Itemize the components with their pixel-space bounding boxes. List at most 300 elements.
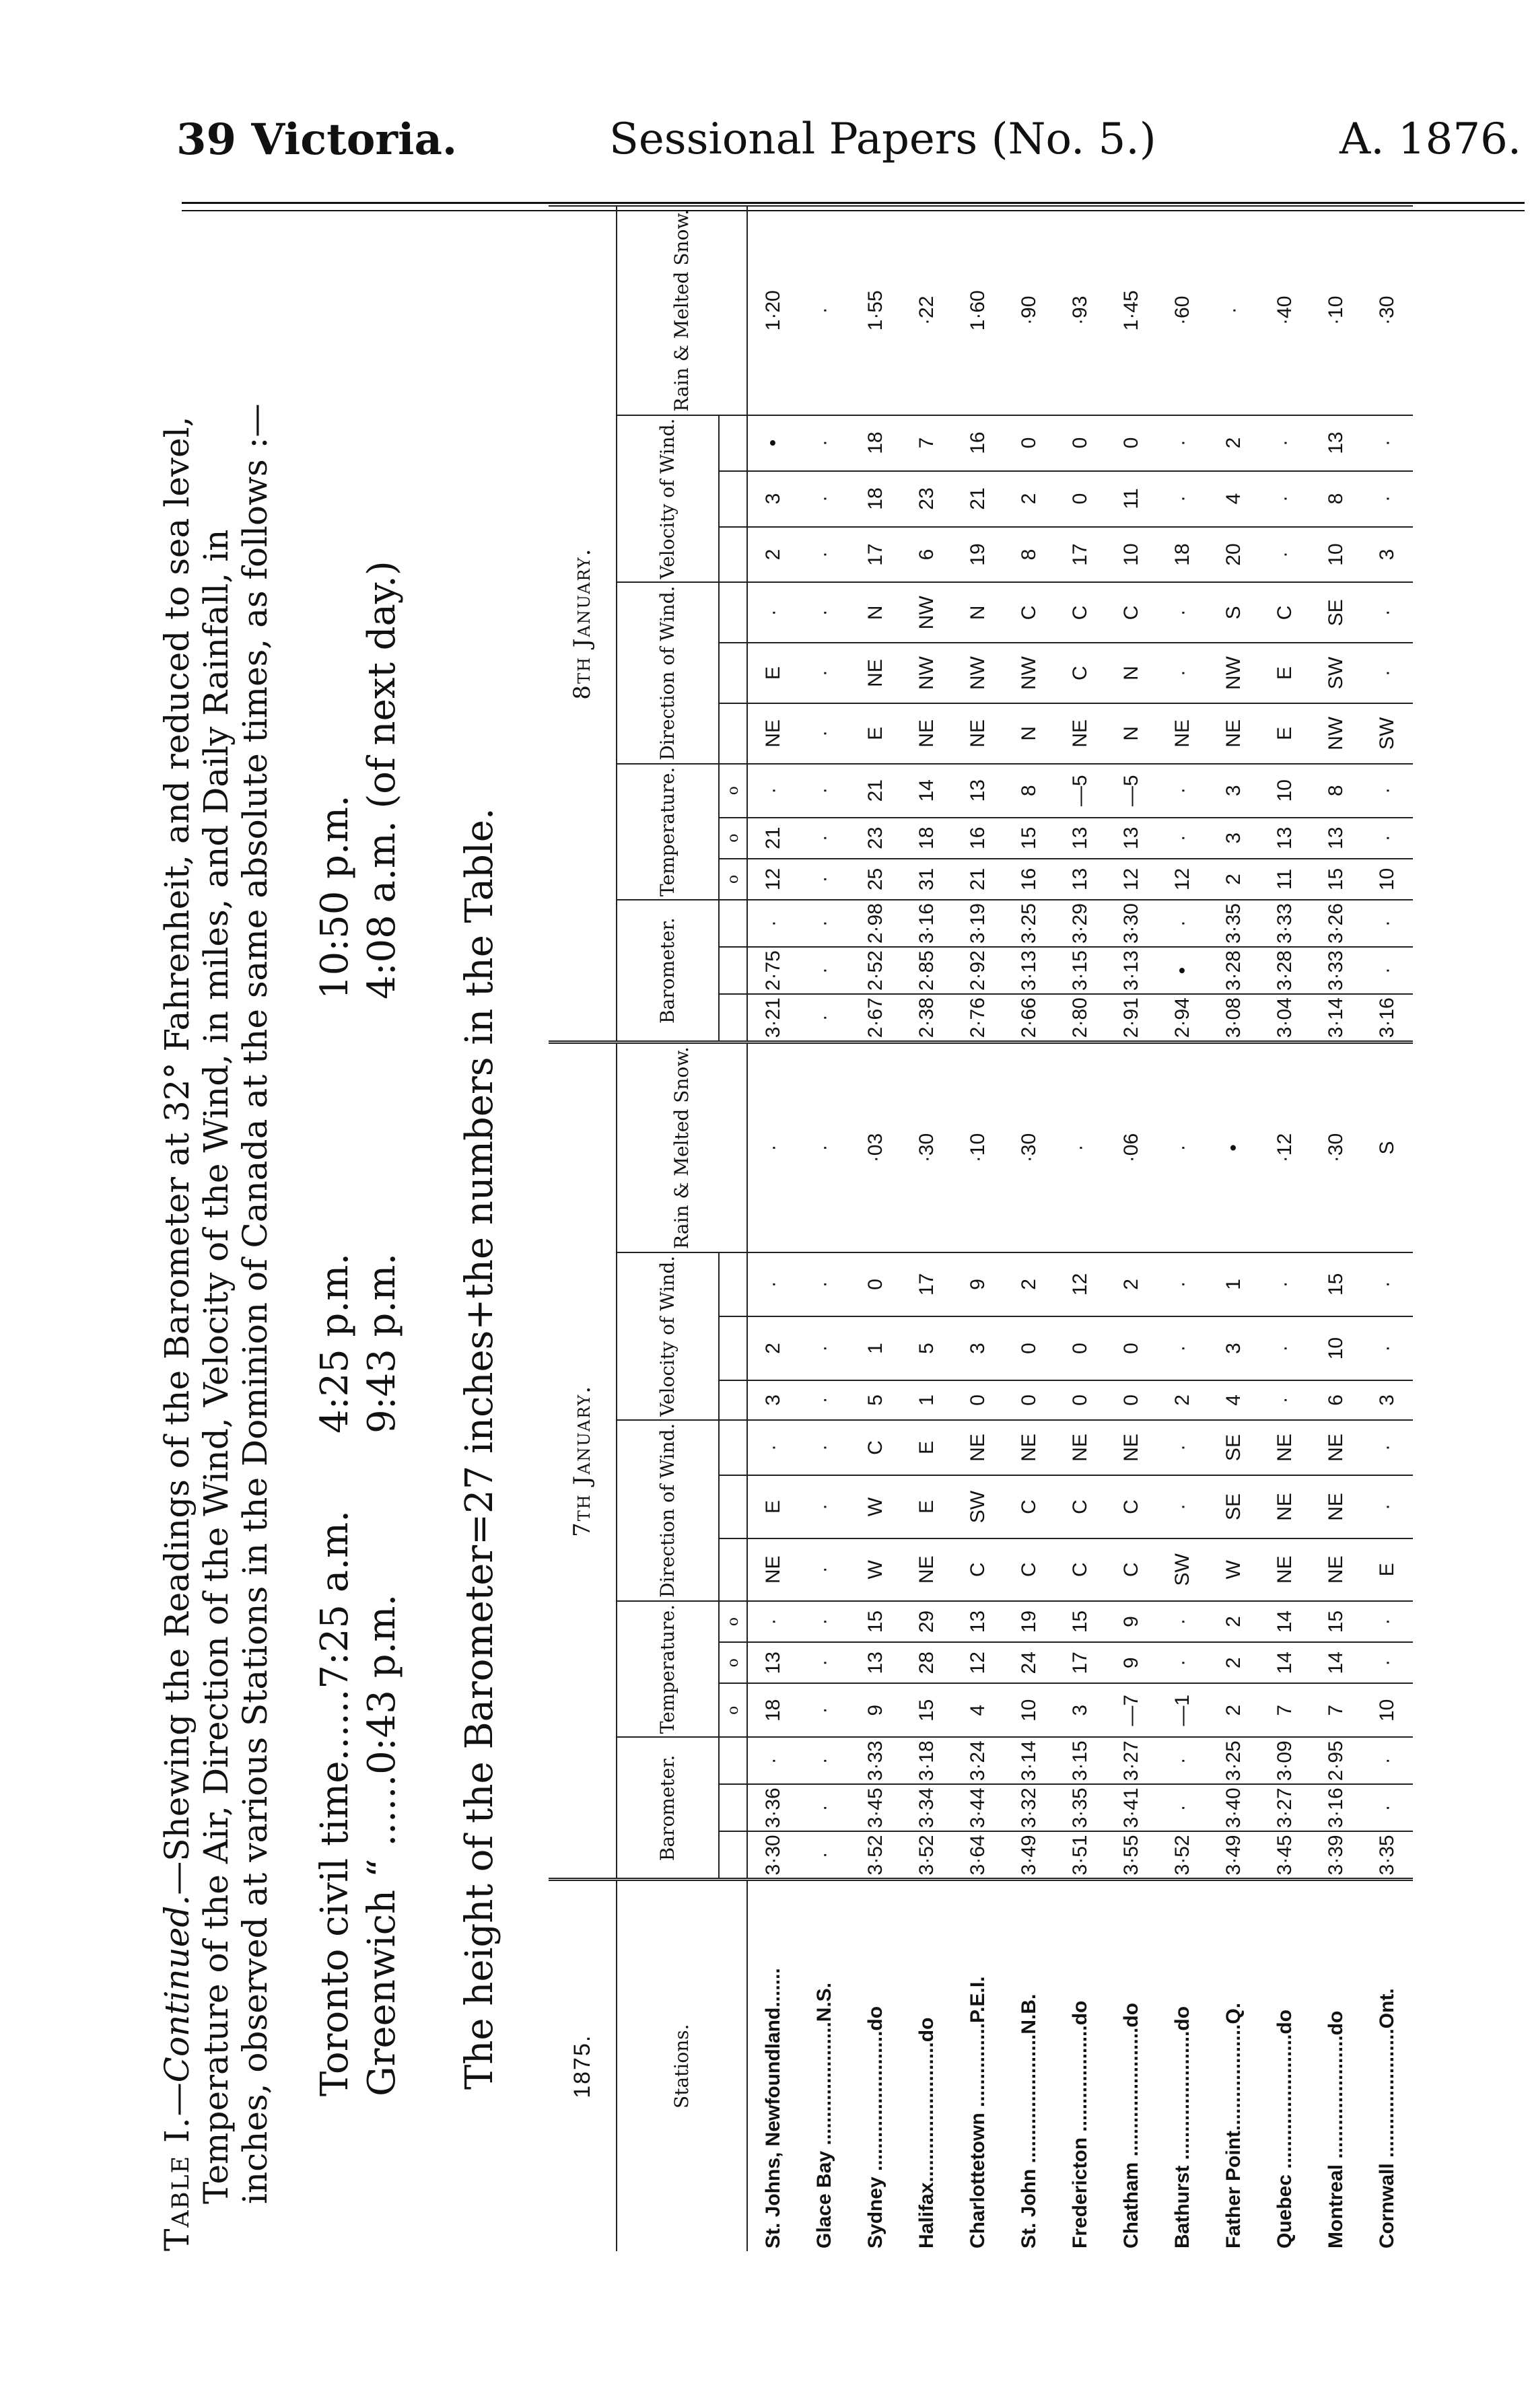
day1-cell: 5	[850, 1380, 901, 1420]
day2-barometer-header: Barometer.	[617, 900, 719, 1042]
day2-cell: NE	[901, 703, 952, 764]
day2-cell: 2·76	[952, 994, 1004, 1042]
day1-cell: C	[1106, 1475, 1157, 1538]
day1-cell: 3·33	[850, 1737, 901, 1784]
day2-cell: NE	[1157, 703, 1208, 764]
day1-cell: 17	[1055, 1642, 1106, 1683]
day2-cell: 3·14	[1311, 994, 1362, 1042]
day1-cell: 13	[850, 1642, 901, 1683]
day2-cell: ·	[1259, 527, 1311, 583]
day1-cell: 19	[1004, 1601, 1055, 1642]
day2-cell: N	[1004, 703, 1055, 764]
day1-cell: 9	[1106, 1601, 1157, 1642]
day1-cell: 3·41	[1106, 1784, 1157, 1831]
day1-cell: 15	[1055, 1601, 1106, 1642]
day2-cell: E	[747, 643, 799, 703]
day2-cell: 21	[952, 859, 1004, 900]
day1-cell: 3	[1208, 1316, 1259, 1380]
day1-cell: —7	[1106, 1683, 1157, 1737]
day2-cell: ·	[747, 900, 799, 947]
day2-cell: 1·45	[1106, 206, 1157, 415]
day1-cell: 28	[901, 1642, 952, 1683]
day2-cell: 11	[1259, 859, 1311, 900]
day2-cell: ·	[1362, 471, 1413, 527]
day2-cell: ·	[1157, 643, 1208, 703]
day2-cell: NW	[1208, 643, 1259, 703]
day2-cell: ·	[1362, 764, 1413, 818]
day1-cell: 0	[850, 1252, 901, 1316]
day2-cell: 20	[1208, 527, 1259, 583]
day1-cell: ·	[799, 1683, 850, 1737]
day1-cell: ·	[1157, 1784, 1208, 1831]
day1-cell: 3·24	[952, 1737, 1004, 1784]
spacer	[719, 1380, 747, 1420]
day2-cell: 11	[1106, 471, 1157, 527]
day2-cell: ·	[1157, 764, 1208, 818]
day1-cell: 2	[1208, 1642, 1259, 1683]
day2-cell: 3·21	[747, 994, 799, 1042]
day1-cell: 3·09	[1259, 1737, 1311, 1784]
day1-cell: 3·45	[1259, 1831, 1311, 1880]
day2-cell: 3	[747, 471, 799, 527]
table-row	[799, 206, 850, 2251]
day1-cell: 3·52	[850, 1831, 901, 1880]
day1-cell: ·	[799, 1252, 850, 1316]
day2-cell: 3	[1208, 764, 1259, 818]
station-name: St. John .......................N.B.	[1004, 1880, 1055, 2251]
day2-cell: 3·29	[1055, 900, 1106, 947]
table-row	[850, 206, 901, 2251]
day2-cell: 3·13	[1106, 947, 1157, 994]
day2-cell: 2·75	[747, 947, 799, 994]
day1-cell: S	[1362, 1042, 1413, 1252]
day2-cell: 3·13	[1004, 947, 1055, 994]
day2-cell: 0	[1004, 415, 1055, 471]
day2-cell: NE	[747, 703, 799, 764]
day2-cell: ·30	[1362, 206, 1413, 415]
day1-cell: 3·35	[1055, 1784, 1106, 1831]
day1-cell: SE	[1208, 1420, 1259, 1476]
day1-cell: E	[901, 1420, 952, 1476]
day2-cell: ·	[799, 859, 850, 900]
day2-cell: ·	[799, 764, 850, 818]
day1-cell: C	[1055, 1538, 1106, 1601]
spacer	[719, 994, 747, 1042]
day1-cell: 3·35	[1362, 1831, 1413, 1880]
day1-cell: ·	[799, 1601, 850, 1642]
spacer	[719, 703, 747, 764]
day2-cell: 19	[952, 527, 1004, 583]
day2-cell: 23	[850, 818, 901, 859]
day2-cell: ·	[799, 415, 850, 471]
day1-cell: 3·52	[1157, 1831, 1208, 1880]
day2-header: 8th January.	[549, 206, 617, 1042]
day1-cell: 24	[1004, 1642, 1055, 1683]
day2-cell: NW	[1004, 643, 1055, 703]
day2-cell: 3	[1208, 818, 1259, 859]
day2-cell: NW	[901, 582, 952, 643]
day2-cell: •	[747, 415, 799, 471]
day1-cell: ·	[1157, 1316, 1208, 1380]
day2-cell: ·	[799, 582, 850, 643]
day1-cell: NE	[1311, 1475, 1362, 1538]
day1-cell: 3·34	[901, 1784, 952, 1831]
day1-cell: 3·49	[1004, 1831, 1055, 1880]
day1-cell: 3·14	[1004, 1737, 1055, 1784]
spacer	[719, 1737, 747, 1784]
day1-cell: ·30	[1004, 1042, 1055, 1252]
station-name: Halifax.........................do	[901, 1880, 952, 2251]
day2-cell: E	[1259, 643, 1311, 703]
spacer	[719, 643, 747, 703]
day2-cell: NE	[850, 643, 901, 703]
page-header-title: Sessional Papers (No. 5.)	[609, 114, 1156, 164]
day2-cell: 23	[901, 471, 952, 527]
day2-cell: 13	[952, 764, 1004, 818]
day2-cell: 2·91	[1106, 994, 1157, 1042]
day1-cell: W	[850, 1538, 901, 1601]
day1-cell: 13	[952, 1601, 1004, 1642]
day2-cell: 2·67	[850, 994, 901, 1042]
day1-cell: 4	[1208, 1380, 1259, 1420]
day2-cell: ·	[747, 582, 799, 643]
day2-cell: ·	[1157, 471, 1208, 527]
day1-cell: ·	[1259, 1380, 1311, 1420]
day2-cell: 18	[850, 415, 901, 471]
day2-cell: N	[1106, 643, 1157, 703]
day2-cell: 12	[1106, 859, 1157, 900]
day1-cell: C	[1055, 1475, 1106, 1538]
day2-cell: ·	[1157, 415, 1208, 471]
day2-cell: ·40	[1259, 206, 1311, 415]
day2-cell: 15	[1311, 859, 1362, 900]
day1-cell: 15	[1311, 1252, 1362, 1316]
spacer	[719, 415, 747, 471]
station-name: Chatham .......................do	[1106, 1880, 1157, 2251]
greenwich-time-3: 4:08 a.m. (of next day.)	[360, 561, 404, 999]
day2-cell: 2	[1208, 859, 1259, 900]
day1-cell: ·	[1362, 1784, 1413, 1831]
day1-cell: 2	[747, 1316, 799, 1380]
day2-cell: NW	[901, 643, 952, 703]
day1-cell: ·	[799, 1538, 850, 1601]
table-title-continued: —Continued.	[158, 1894, 197, 2117]
day1-cell: 1	[901, 1380, 952, 1420]
stations-header: Stations.	[617, 1880, 747, 2251]
day1-cell: 14	[1259, 1642, 1311, 1683]
day1-cell: 3·49	[1208, 1831, 1259, 1880]
day1-cell: •	[1208, 1042, 1259, 1252]
day2-cell: 21	[850, 764, 901, 818]
day2-cell: 2·66	[1004, 994, 1055, 1042]
day1-cell: 3·16	[1311, 1784, 1362, 1831]
day2-cell: 2·38	[901, 994, 952, 1042]
day2-cell: ·93	[1055, 206, 1106, 415]
day1-cell: 3	[1362, 1380, 1413, 1420]
day2-cell: 8	[1004, 527, 1055, 583]
observations-body	[747, 206, 1413, 2251]
day1-cell: 0	[1106, 1316, 1157, 1380]
day1-cell: 0	[952, 1380, 1004, 1420]
day1-cell: 3·39	[1311, 1831, 1362, 1880]
caption-line-3: inches, observed at various Stations in the Dominion of Canada at the same absolute times, as follows :—	[236, 403, 275, 2204]
day2-cell: ·	[799, 471, 850, 527]
day2-cell: ·	[1259, 471, 1311, 527]
day1-cell: ·	[1157, 1601, 1208, 1642]
day2-cell: 3·33	[1311, 947, 1362, 994]
day2-cell: C	[1004, 582, 1055, 643]
day1-cell: ·	[799, 1380, 850, 1420]
day1-cell: W	[850, 1475, 901, 1538]
day2-cell: 3·15	[1055, 947, 1106, 994]
day2-cell: N	[1106, 703, 1157, 764]
day2-cell: 21	[952, 471, 1004, 527]
day2-cell: 10	[1106, 527, 1157, 583]
header-rule-top	[182, 202, 1525, 204]
day1-cell: ·	[799, 1042, 850, 1252]
day2-cell: 4	[1208, 471, 1259, 527]
day1-cell: ·	[1362, 1420, 1413, 1476]
day1-cell: 17	[901, 1252, 952, 1316]
day1-cell: 7	[1311, 1683, 1362, 1737]
day2-cell: 3	[1362, 527, 1413, 583]
day1-cell: ·06	[1106, 1042, 1157, 1252]
day1-direction-header: Direction of Wind.	[617, 1420, 719, 1601]
day1-cell: 3·30	[747, 1831, 799, 1880]
day2-cell: NW	[1311, 703, 1362, 764]
day1-cell: C	[1004, 1538, 1055, 1601]
table-row	[1362, 206, 1413, 2251]
toronto-time-label: Toronto civil time......7:25 a.m.	[313, 1510, 357, 2096]
day2-cell: ·10	[1311, 206, 1362, 415]
day2-cell: ·	[799, 206, 850, 415]
day2-cell: ·	[799, 703, 850, 764]
spacer	[719, 1475, 747, 1538]
day2-cell: 2	[1208, 415, 1259, 471]
day2-cell: 18	[901, 818, 952, 859]
day2-cell: 3·33	[1259, 900, 1311, 947]
day1-cell: ·	[747, 1252, 799, 1316]
day1-cell: 3·25	[1208, 1737, 1259, 1784]
day1-cell: ·	[799, 1642, 850, 1683]
day1-cell: ·	[799, 1737, 850, 1784]
spacer	[719, 1316, 747, 1380]
table-header-row-days	[549, 206, 617, 2251]
day2-cell: 16	[952, 818, 1004, 859]
day2-cell: ·	[799, 947, 850, 994]
day1-cell: 3·36	[747, 1784, 799, 1831]
day2-cell: 3·35	[1208, 900, 1259, 947]
station-name: St. Johns, Newfoundland.......	[747, 1880, 799, 2251]
day1-cell: ·	[747, 1420, 799, 1476]
day1-cell: 3·64	[952, 1831, 1004, 1880]
day2-cell: ·	[1362, 582, 1413, 643]
day2-cell: 31	[901, 859, 952, 900]
day1-cell: ·	[1157, 1252, 1208, 1316]
day1-cell: 9	[1106, 1642, 1157, 1683]
day1-cell: ·	[1157, 1420, 1208, 1476]
year-header: 1875.	[549, 1880, 617, 2251]
table-row	[1106, 206, 1157, 2251]
day1-cell: 0	[1055, 1316, 1106, 1380]
day1-cell: NE	[901, 1538, 952, 1601]
day2-cell: 2	[747, 527, 799, 583]
day1-cell: 3·18	[901, 1737, 952, 1784]
table-row	[1259, 206, 1311, 2251]
day1-cell: NE	[1311, 1538, 1362, 1601]
day2-cell: 6	[901, 527, 952, 583]
day1-temperature-header: Temperature.	[617, 1601, 719, 1737]
station-name: Sydney .........................do	[850, 1880, 901, 2251]
degree-mark: o	[719, 1683, 747, 1737]
day1-cell: 4	[952, 1683, 1004, 1737]
day1-cell: ·	[799, 1831, 850, 1880]
day1-cell: 18	[747, 1683, 799, 1737]
day2-cell: 3·19	[952, 900, 1004, 947]
day1-cell: C	[1004, 1475, 1055, 1538]
day2-cell: 14	[901, 764, 952, 818]
station-name: Father Point...................Q.	[1208, 1880, 1259, 2251]
degree-mark: o	[719, 1642, 747, 1683]
day2-cell: 7	[901, 415, 952, 471]
day2-cell: S	[1208, 582, 1259, 643]
toronto-time-3: 10:50 p.m.	[313, 795, 357, 999]
day1-cell: ·10	[952, 1042, 1004, 1252]
day2-cell: 3·16	[901, 900, 952, 947]
day1-cell: ·	[1362, 1252, 1413, 1316]
day1-cell: 10	[1362, 1683, 1413, 1737]
day2-cell: 17	[1055, 527, 1106, 583]
day1-cell: NE	[1004, 1420, 1055, 1476]
day1-cell: ·	[747, 1737, 799, 1784]
day2-cell: 1·60	[952, 206, 1004, 415]
day2-cell: 16	[952, 415, 1004, 471]
day1-cell: 2	[1157, 1380, 1208, 1420]
day2-cell: NE	[1055, 703, 1106, 764]
day1-velocity-header: Velocity of Wind.	[617, 1252, 719, 1420]
greenwich-time-label: Greenwich “ ......0:43 p.m.	[360, 1594, 404, 2096]
day2-cell: 3·30	[1106, 900, 1157, 947]
day2-cell: 2·85	[901, 947, 952, 994]
day2-cell: 3·28	[1259, 947, 1311, 994]
table-row	[1208, 206, 1259, 2251]
day2-cell: ·	[1362, 818, 1413, 859]
day1-cell: 5	[901, 1316, 952, 1380]
spacer	[719, 1784, 747, 1831]
day1-cell: NE	[1259, 1538, 1311, 1601]
station-name: Charlottetown ...............P.E.I.	[952, 1880, 1004, 2251]
day1-cell: ·	[1259, 1252, 1311, 1316]
degree-mark: o	[719, 1601, 747, 1642]
day2-cell: NE	[1208, 703, 1259, 764]
day1-cell: ·	[1362, 1475, 1413, 1538]
day2-cell: SE	[1311, 582, 1362, 643]
day2-cell: ·	[1157, 582, 1208, 643]
day1-cell: ·03	[850, 1042, 901, 1252]
day1-cell: —1	[1157, 1683, 1208, 1737]
day1-cell: ·	[799, 1784, 850, 1831]
day2-cell: ·	[799, 643, 850, 703]
station-name: Fredericton ...................do	[1055, 1880, 1106, 2251]
table-label: Table I.	[158, 2116, 197, 2251]
day1-cell: ·	[747, 1042, 799, 1252]
table-row	[952, 206, 1004, 2251]
day1-cell: 3·27	[1259, 1784, 1311, 1831]
day1-cell: 10	[1004, 1683, 1055, 1737]
day1-cell: ·12	[1259, 1042, 1311, 1252]
day2-cell: 3·08	[1208, 994, 1259, 1042]
table-row	[901, 206, 952, 2251]
day1-cell: 14	[1259, 1601, 1311, 1642]
day2-cell: ·	[1362, 415, 1413, 471]
spacer	[719, 527, 747, 583]
day1-cell: NE	[1311, 1420, 1362, 1476]
day2-cell: N	[952, 582, 1004, 643]
day1-cell: ·	[1157, 1737, 1208, 1784]
day2-rain-header: Rain & Melted Snow.	[617, 206, 747, 415]
day2-cell: N	[850, 582, 901, 643]
day1-cell: 2·95	[1311, 1737, 1362, 1784]
spacer	[719, 582, 747, 643]
day1-cell: 12	[952, 1642, 1004, 1683]
day1-cell: 15	[1311, 1601, 1362, 1642]
day1-cell: 3·15	[1055, 1737, 1106, 1784]
day1-cell: 10	[1311, 1316, 1362, 1380]
day2-cell: 8	[1311, 764, 1362, 818]
day1-barometer-header: Barometer.	[617, 1737, 719, 1880]
day1-cell: 3·52	[901, 1831, 952, 1880]
day1-cell: 3·40	[1208, 1784, 1259, 1831]
day2-cell: 1·20	[747, 206, 799, 415]
day1-cell: NE	[747, 1538, 799, 1601]
page-header-volume: 39 Victoria.	[176, 114, 458, 165]
day1-cell: ·	[1157, 1475, 1208, 1538]
day1-cell: 3·45	[850, 1784, 901, 1831]
caption-line-1: —Shewing the Readings of the Barometer at 32° Fahrenheit, and reduced to sea level,	[158, 416, 197, 1895]
day2-cell: ·	[1259, 415, 1311, 471]
day2-cell: 0	[1106, 415, 1157, 471]
spacer	[719, 1252, 747, 1316]
day2-cell: 0	[1055, 415, 1106, 471]
day2-cell: SW	[1362, 703, 1413, 764]
day2-cell: ·	[1362, 643, 1413, 703]
day1-cell: 6	[1311, 1380, 1362, 1420]
day1-cell: 1	[850, 1316, 901, 1380]
rotated-table-block	[158, 205, 1498, 2251]
day1-cell: ·	[1157, 1042, 1208, 1252]
day1-cell: 3·51	[1055, 1831, 1106, 1880]
spacer	[719, 900, 747, 947]
day2-cell: C	[1106, 582, 1157, 643]
day2-cell: 8	[1311, 471, 1362, 527]
station-name: Quebec ........................do	[1259, 1880, 1311, 2251]
day2-cell: ·	[799, 527, 850, 583]
day1-cell: 3	[952, 1316, 1004, 1380]
day2-cell: ·	[799, 900, 850, 947]
caption-line-2: Temperature of the Air, Direction of the Wind, Velocity of the Wind, in miles, and Daily Rainfall, in	[197, 529, 236, 2204]
day2-cell: 1·55	[850, 206, 901, 415]
day2-cell: 16	[1004, 859, 1055, 900]
spacer	[719, 1538, 747, 1601]
day2-cell: 2·94	[1157, 994, 1208, 1042]
table-caption	[158, 417, 196, 2252]
day2-cell: E	[1259, 703, 1311, 764]
day2-direction-header: Direction of Wind.	[617, 582, 719, 763]
day1-cell: 0	[1055, 1380, 1106, 1420]
day2-cell: 13	[1311, 818, 1362, 859]
day2-cell: ·90	[1004, 206, 1055, 415]
day1-rain-header: Rain & Melted Snow.	[617, 1042, 747, 1252]
